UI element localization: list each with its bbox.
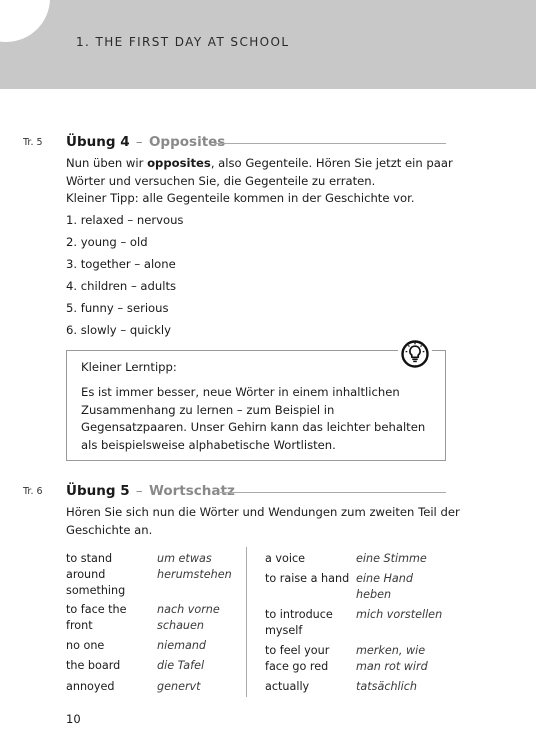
vocab-german: eine Hand heben (356, 572, 413, 601)
exercise5-heading (66, 483, 235, 499)
exercise5-topic: Wortschatz (148, 483, 235, 499)
vocab-english: a voice (265, 552, 306, 565)
vocab-english: the board (66, 659, 121, 672)
exercise4-topic: Opposites (148, 134, 226, 150)
intro-keyword: opposites (147, 156, 211, 170)
vocab-english: to introduce myself (265, 608, 333, 637)
vocab-german: nach vorne schauen (157, 603, 220, 632)
vocab-english: to stand around something (66, 552, 126, 597)
opposite-pair: 2. young – old (66, 235, 148, 249)
vocab-german: die Tafel (157, 659, 205, 672)
exercise4-dash: – (135, 134, 143, 150)
exercise5-number: Übung 5 (66, 483, 130, 499)
intro-text-end: , also Gegenteile. Hören Sie jetzt ein paar Wörter und versuchen Sie, die Gegenteile zu erraten. (66, 156, 453, 188)
page-number: 10 (66, 712, 81, 726)
vocab-english: to raise a hand (265, 572, 350, 585)
track-label-ex4: Tr. 5 (23, 137, 43, 148)
opposite-pair: 5. funny – serious (66, 301, 169, 315)
exercise5-dash: – (135, 483, 143, 499)
opposite-pair: 4. children – adults (66, 279, 177, 293)
vocab-german: merken, wie man rot wird (356, 644, 428, 673)
exercise4-tipp: Kleiner Tipp: alle Gegenteile kommen in der Geschichte vor. (66, 191, 415, 205)
vocab-german: um etwas herumstehen (157, 552, 232, 581)
vocab-german: mich vorstellen (356, 608, 443, 621)
vocab-german: genervt (157, 680, 201, 693)
vocab-german: niemand (157, 639, 207, 652)
tip-text: Es ist immer besser, neue Wörter in einem inhaltlichen Zusammenhang zu lernen – zum Beispiel in Gegensatzpaaren. Unser Gehirn kann das leichter behalten als beispielsweise alphabetische Wortlisten. (81, 385, 426, 452)
vocab-english: annoyed (66, 680, 115, 693)
vocab-english: to face the front (66, 603, 127, 632)
exercise5-intro: Hören Sie sich nun die Wörter und Wendungen zum zweiten Teil der Geschichte an. (66, 505, 460, 537)
opposite-pair: 6. slowly – quickly (66, 323, 171, 337)
tip-title: Kleiner Lerntipp: (81, 360, 177, 374)
column-divider (246, 547, 247, 697)
exercise4-intro (66, 155, 466, 190)
vocab-german: eine Stimme (356, 552, 427, 565)
heading-rule-ex5 (220, 492, 446, 493)
vocab-english: actually (265, 680, 310, 693)
exercise4-heading (66, 134, 225, 150)
opposite-pair: 3. together – alone (66, 257, 176, 271)
learning-tip-box (66, 350, 446, 461)
lightbulb-icon (398, 337, 432, 371)
opposite-pair: 1. relaxed – nervous (66, 213, 184, 227)
intro-text-start: Nun üben wir (66, 156, 148, 170)
track-label-ex5: Tr. 6 (23, 486, 43, 497)
vocab-english: to feel your face go red (265, 644, 330, 673)
vocab-english: no one (66, 639, 105, 652)
chapter-title: 1. THE FIRST DAY AT SCHOOL (76, 35, 290, 49)
exercise4-number: Übung 4 (66, 134, 130, 150)
heading-rule-ex4 (214, 143, 446, 144)
vocab-german: tatsächlich (356, 680, 418, 693)
